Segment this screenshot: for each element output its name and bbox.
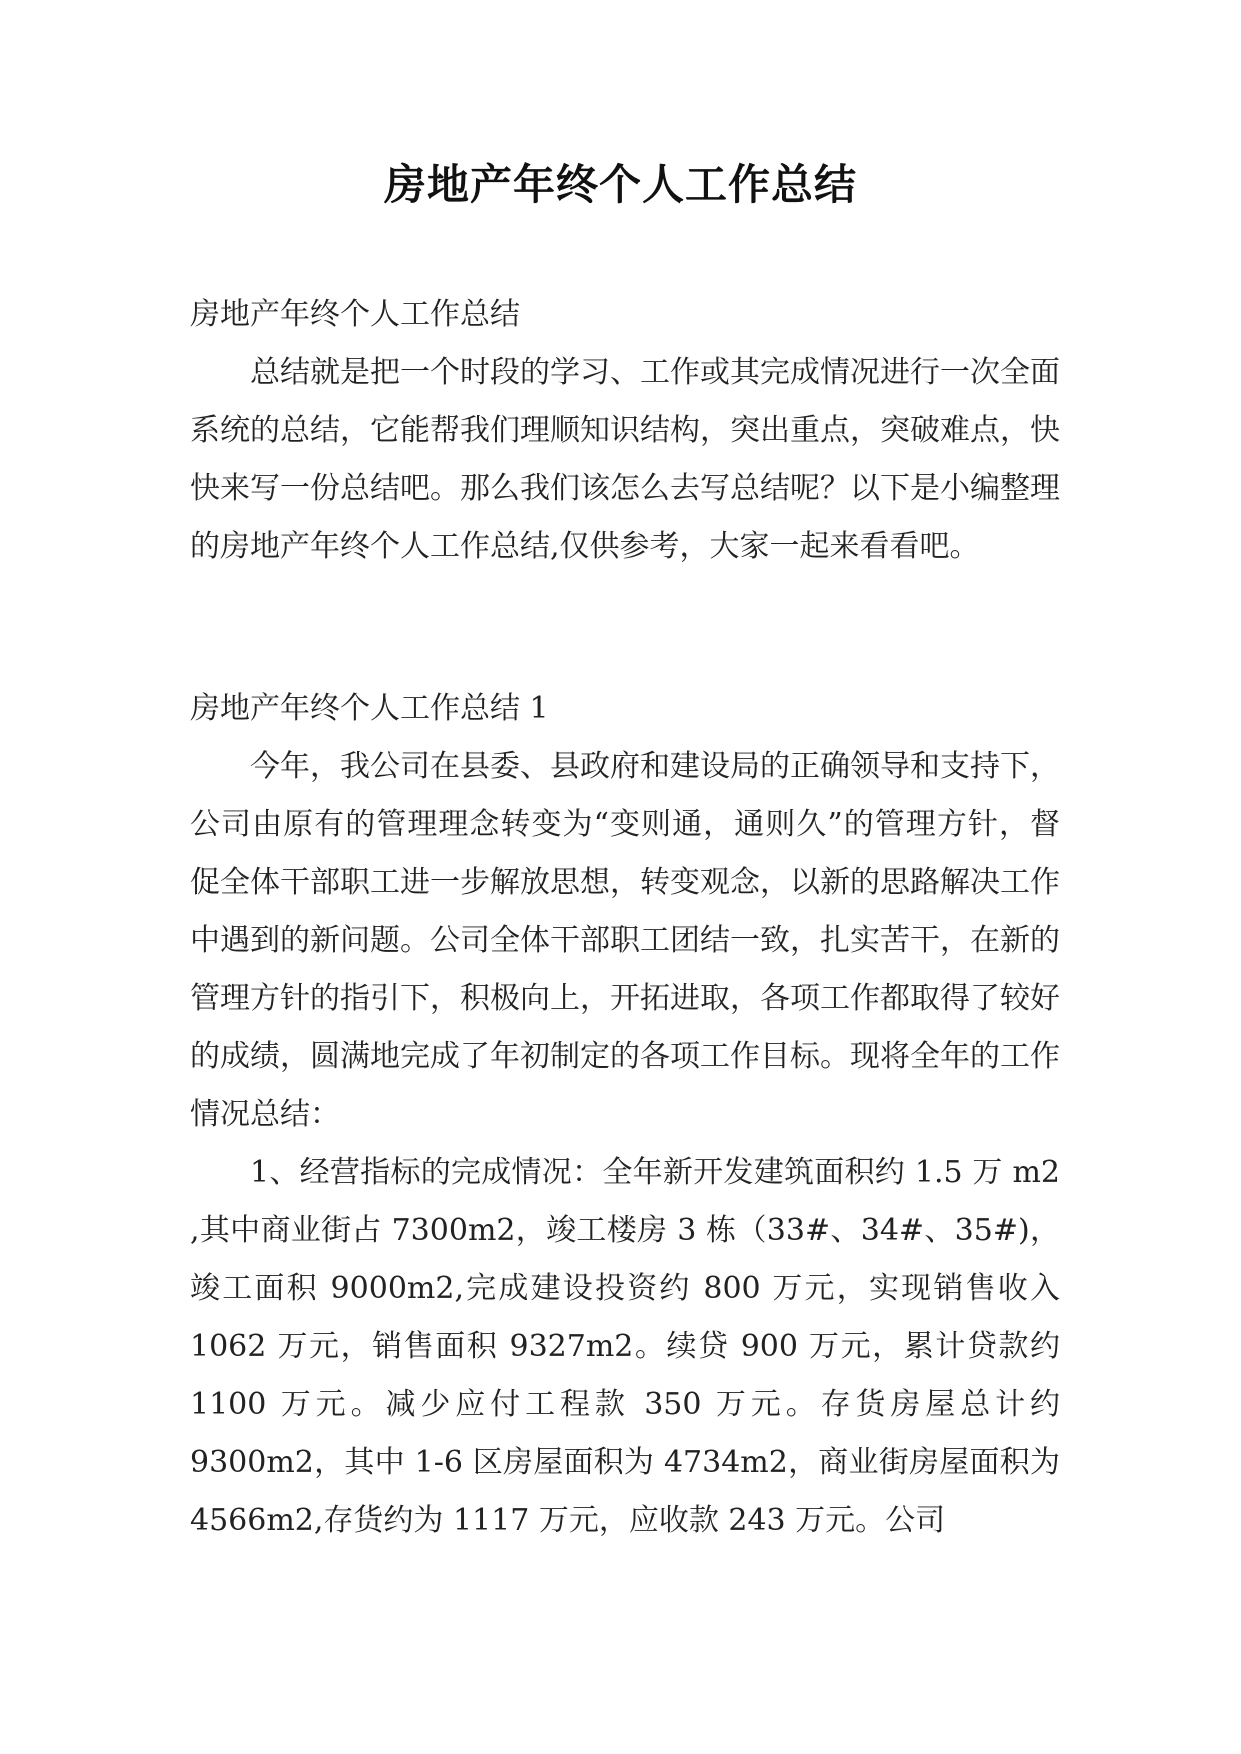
section-spacer [190, 576, 1060, 680]
section1-heading: 房地产年终个人工作总结 1 [190, 691, 549, 726]
intro-paragraph: 总结就是把一个时段的学习、工作或其完成情况进行一次全面系统的总结，它能帮我们理顺知识结构，突出重点，突破难点，快快来写一份总结吧。那么我们该怎么去写总结呢？以下是小编整理的房地产年终个人工作总结,仅供参考，大家一起来看看吧。 [190, 355, 1060, 564]
document-title: 房地产年终个人工作总结 [383, 160, 857, 209]
section1-paragraph-2: 1、经营指标的完成情况：全年新开发建筑面积约 1.5 万 m2 ,其中商业街占 7300m2，竣工楼房 3 栋（33#、34#、35#)，竣工面积 9000m2,完成建设投资约 800 万元，实现销售收入 1062 万元，销售面积 9327m2。续贷 900 万元，累计贷款约 1100 万元。减少应付工程款 350 万元。存货房屋总计约 9300m2，其中 1-6 区房屋面积为 4734m2，商业街房屋面积为 4566m2,存货约为 1117 万元，应收款 243 万元。公司 [190, 1155, 1060, 1538]
section1-paragraph-1: 今年，我公司在县委、县政府和建设局的正确领导和支持下，公司由原有的管理理念转变为“变则通，通则久”的管理方针，督促全体干部职工进一步解放思想，转变观念，以新的思路解决工作中遇到的新问题。公司全体干部职工团结一致，扎实苦干，在新的管理方针的指引下，积极向上，开拓进取，各项工作都取得了较好的成绩，圆满地完成了年初制定的各项工作目标。现将全年的工作情况总结： [190, 749, 1060, 1132]
document-body [190, 286, 1060, 1550]
intro-heading: 房地产年终个人工作总结 [190, 297, 520, 332]
